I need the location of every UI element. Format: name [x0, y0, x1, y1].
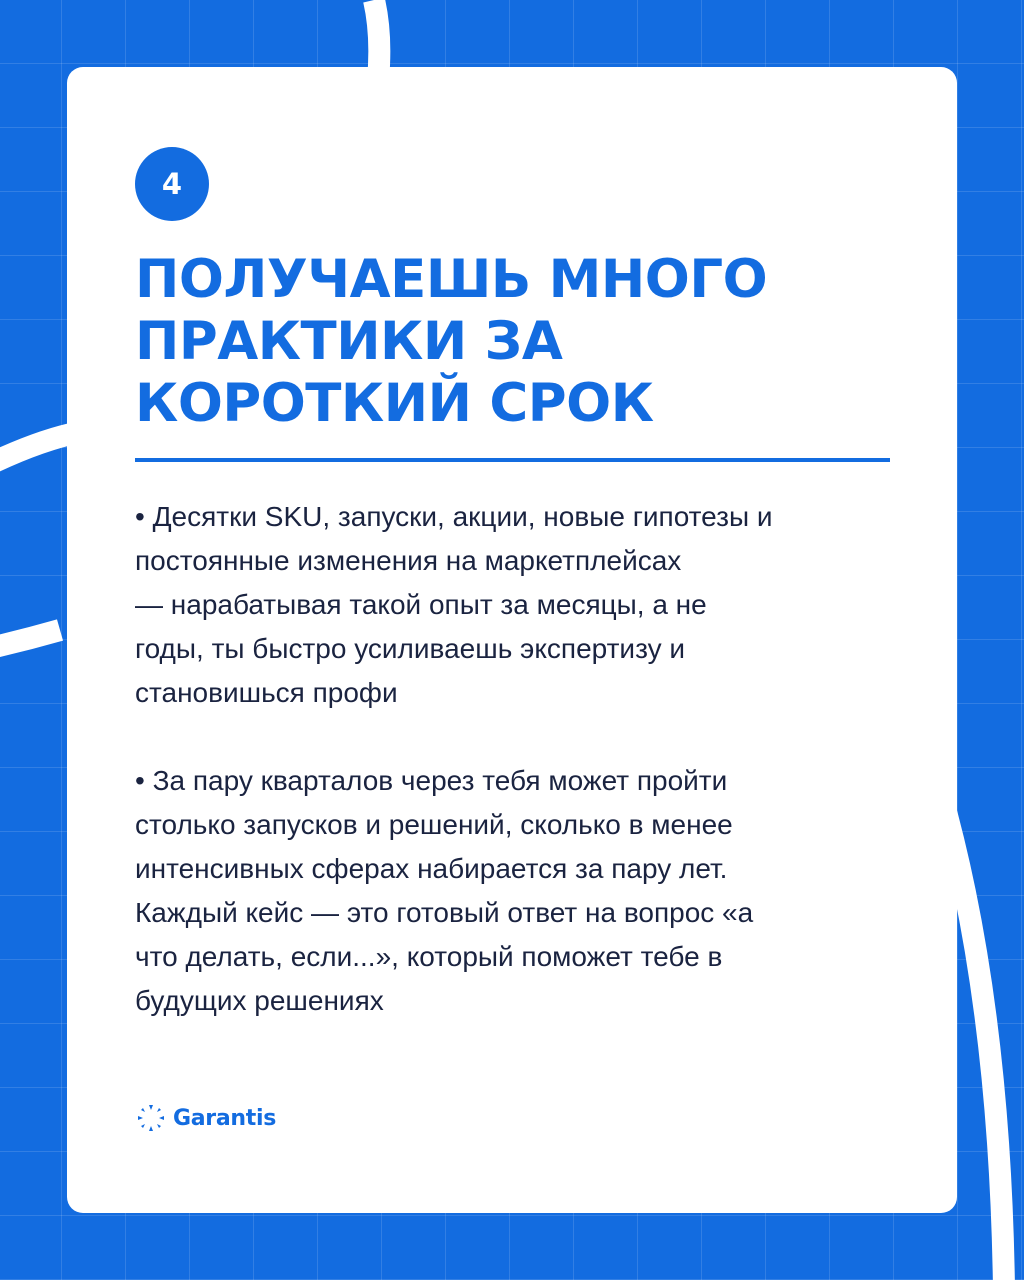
- paragraph-line: годы, ты быстро усиливаешь экспертизу и: [135, 633, 686, 664]
- bottom-left-arc: [0, 630, 60, 648]
- garantis-logo: [135, 1101, 276, 1135]
- title-divider: [135, 458, 890, 462]
- title-line: КОРОТКИЙ СРОК: [135, 373, 654, 434]
- title-line: ПОЛУЧАЕШЬ МНОГО: [135, 249, 768, 310]
- step-number-badge: 4: [135, 147, 209, 221]
- paragraph-line: • За пару кварталов через тебя может пройти: [135, 765, 728, 796]
- paragraph-line: интенсивных сферах набирается за пару лет.: [135, 853, 728, 884]
- garantis-logo-icon: [135, 1102, 167, 1134]
- paragraph-line: постоянные изменения на маркетплейсах: [135, 545, 682, 576]
- paragraph-line: становишься профи: [135, 677, 398, 708]
- paragraph-line: • Десятки SKU, запуски, акции, новые гипотезы и: [135, 501, 773, 532]
- bullet-paragraph-2: [135, 759, 895, 1023]
- content-card: [67, 67, 957, 1213]
- paragraph-line: — нарабатывая такой опыт за месяцы, а не: [135, 589, 707, 620]
- paragraph-line: что делать, если...», который поможет тебе в: [135, 941, 723, 972]
- card-title: [135, 249, 915, 435]
- paragraph-line: будущих решениях: [135, 985, 384, 1016]
- paragraph-line: столько запусков и решений, сколько в менее: [135, 809, 733, 840]
- bullet-paragraph-1: [135, 495, 895, 715]
- paragraph-line: Каждый кейс — это готовый ответ на вопрос «а: [135, 897, 754, 928]
- title-line: ПРАКТИКИ ЗА: [135, 311, 563, 372]
- logo-text: Garantis: [173, 1105, 277, 1131]
